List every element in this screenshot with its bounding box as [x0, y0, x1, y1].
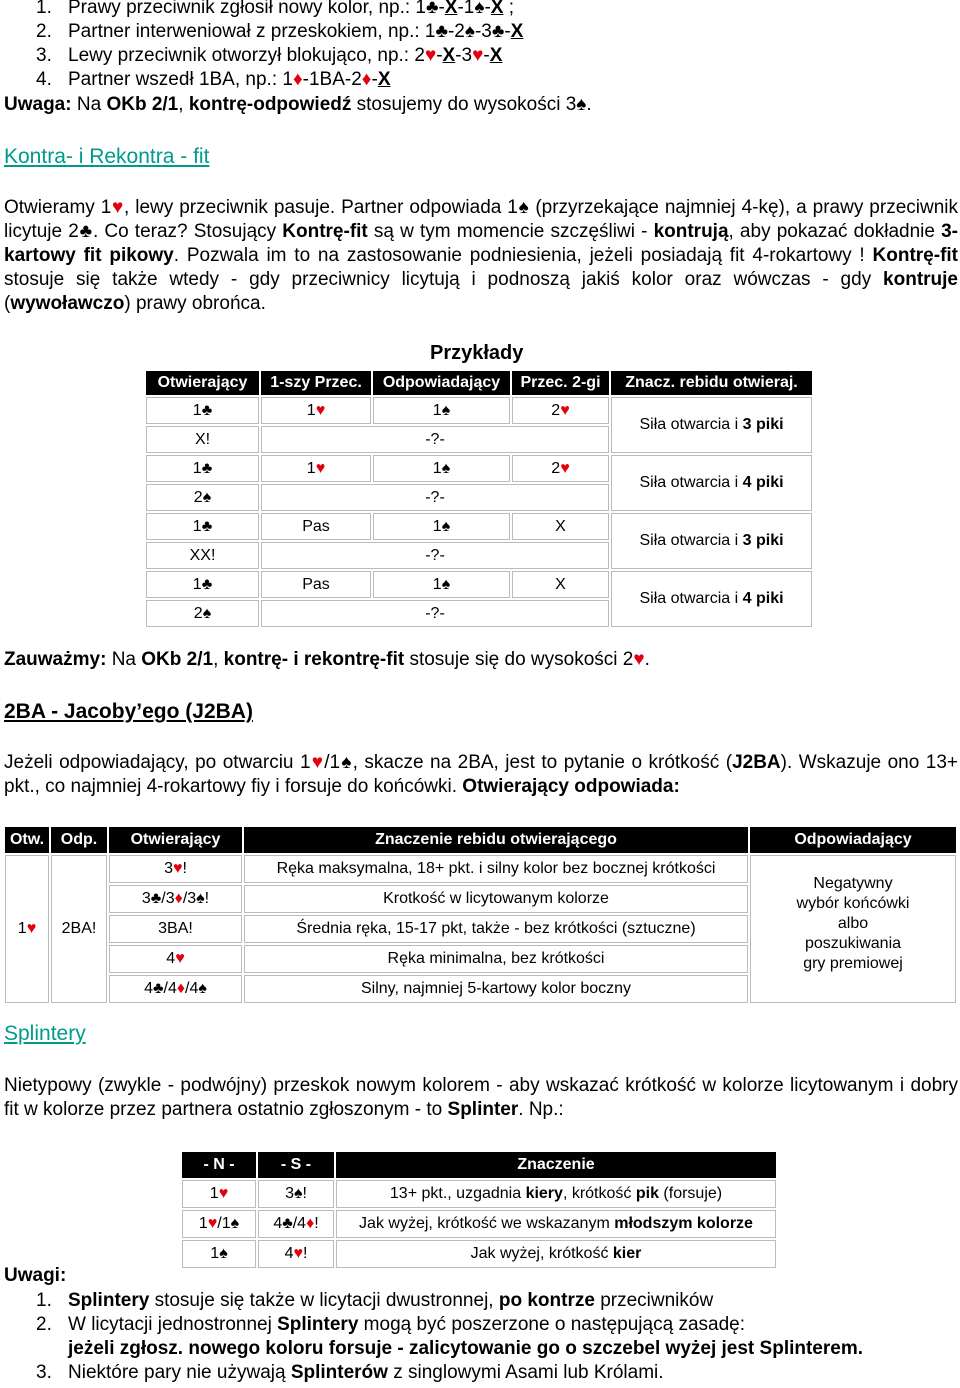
- table-cell: 3♥!: [109, 855, 242, 883]
- table-cell: 1♠: [373, 455, 510, 482]
- list-item: jeżeli zgłosz. nowego koloru forsuje - zalicytowanie go o szczebel wyżej jest Splinterem.: [68, 1338, 864, 1359]
- table-cell: Silny, najmniej 5-kartowy kolor boczny: [244, 975, 748, 1003]
- table-cell: 1♠: [182, 1240, 256, 1268]
- col-header: Odp.: [51, 827, 107, 853]
- table-cell: 2♠: [146, 484, 259, 511]
- table-row: [182, 1210, 776, 1238]
- table-cell: 4♣/4♦!: [258, 1210, 334, 1238]
- uwagi-title: Uwagi:: [4, 1265, 67, 1286]
- responder-cell: Negatywny wybór końcówki albo poszukiwania gry premiowej: [750, 855, 956, 1003]
- table-cell: 4♥: [109, 945, 242, 973]
- list-item: 2. Partner interweniował z przeskokiem, np.: 1♣-2♠-3♣-X: [36, 21, 524, 42]
- table-cell: 1♣: [146, 397, 259, 424]
- table-cell: 4♥!: [258, 1240, 334, 1268]
- col-header: Otwierający: [146, 371, 259, 395]
- list-item: 3. Lewy przeciwnik otworzył blokująco, np.: 2♥-X-3♥-X: [36, 45, 503, 66]
- table-cell: 13+ pkt., uzgadnia kiery, krótkość pik (forsuje): [336, 1180, 776, 1208]
- table-row: [146, 513, 812, 540]
- section-paragraph-jacoby: Jeżeli odpowiadający, po otwarciu 1♥/1♠, skacze na 2BA, jest to pytanie o krótkość (J2BA). Wskazuje ono 13+ pkt., co najmniej 4-rokartowy fiy i forsuje do końcówki. Otwierający odpowiada:: [4, 752, 959, 797]
- table-cell: 1♣: [146, 571, 259, 598]
- section-title-jacoby: 2BA - Jacoby’ego (J2BA): [4, 700, 253, 723]
- table-row: [146, 571, 812, 598]
- uwagi-list: [36, 1289, 958, 1385]
- meaning-cell: Siła otwarcia i 4 piki: [611, 571, 812, 627]
- examples-title: Przykłady: [430, 342, 524, 364]
- table-cell: 1♥: [261, 455, 371, 482]
- table-cell: -?-: [261, 484, 609, 511]
- list-item: 3. Niektóre pary nie używają Splinterów z singlowymi Asami lub Królami.: [36, 1362, 664, 1383]
- section-paragraph-splintery: Nietypowy (zwykle - podwójny) przeskok nowym kolorem - aby wskazać krótkość w kolorze licytowanym i dobry fit w kolorze przez partnera ostatnio zgłoszonym - to Splinter. Np.:: [4, 1075, 958, 1120]
- table-cell: 3♠!: [258, 1180, 334, 1208]
- table-row: [146, 455, 812, 482]
- table-cell: Jak wyżej, krótkość kier: [336, 1240, 776, 1268]
- table-row: [182, 1240, 776, 1268]
- table-cell: 2♥: [512, 397, 609, 424]
- list-item: 1. Prawy przeciwnik zgłosił nowy kolor, np.: 1♣-X-1♠-X ;: [36, 0, 515, 18]
- section-title-splintery: Splintery: [4, 1022, 86, 1045]
- table-cell: Średnia ręka, 15-17 pkt, także - bez krótkości (sztuczne): [244, 915, 748, 943]
- table-cell: Pas: [261, 513, 371, 540]
- col-header: Otw.: [5, 827, 49, 853]
- table-cell: 1♠: [373, 571, 510, 598]
- table-cell: Krotkość w licytowanym kolorze: [244, 885, 748, 913]
- table-row: [146, 397, 812, 424]
- table-cell: 3BA!: [109, 915, 242, 943]
- col-header: Znacz. rebidu otwieraj.: [611, 371, 812, 395]
- meaning-cell: Siła otwarcia i 3 piki: [611, 397, 812, 453]
- table-cell: -?-: [261, 426, 609, 453]
- table-cell: 1♥/1♠: [182, 1210, 256, 1238]
- examples-table: [144, 369, 814, 629]
- jacoby-table: [3, 825, 958, 1005]
- col-header: - N -: [182, 1152, 256, 1178]
- table-cell: 2BA!: [51, 855, 107, 1003]
- col-header: Znaczenie: [336, 1152, 776, 1178]
- table-cell: X: [512, 571, 609, 598]
- table-cell: XX!: [146, 542, 259, 569]
- table-cell: 1♠: [373, 513, 510, 540]
- table-cell: Ręka maksymalna, 18+ pkt. i silny kolor bez bocznej krótkości: [244, 855, 748, 883]
- table-cell: 1♥: [5, 855, 49, 1003]
- table-cell: 4♣/4♦/4♠: [109, 975, 242, 1003]
- table-cell: Ręka minimalna, bez krótkości: [244, 945, 748, 973]
- table-cell: Jak wyżej, krótkość we wskazanym młodszym kolorze: [336, 1210, 776, 1238]
- col-header: Przec. 2-gi: [512, 371, 609, 395]
- table-cell: -?-: [261, 600, 609, 627]
- col-header: Otwierający: [109, 827, 242, 853]
- col-header: Odpowiadający: [373, 371, 510, 395]
- meaning-cell: Siła otwarcia i 4 piki: [611, 455, 812, 511]
- list-item: 1. Splintery stosuje się także w licytacji dwustronnej, po kontrze przeciwników: [36, 1290, 714, 1311]
- zauwazmy-line: Zauważmy: Na OKb 2/1, kontrę- i rekontrę-fit stosuje się do wysokości 2♥.: [4, 649, 650, 670]
- table-cell: X!: [146, 426, 259, 453]
- section-paragraph-kontra: Otwieramy 1♥, lewy przeciwnik pasuje. Partner odpowiada 1♠ (przyrzekające najmniej 4-kę), a prawy przeciwnik licytuje 2♣. Co teraz? Stosujący Kontrę-fit są w tym momencie szczęśliwi - kontrują, aby pokazać dokładnie 3-kartowy fit pikowy. Pozwala im to na zastosowanie podniesienia, jeżeli posiadają fit 4-rokartowy ! Kontrę-fit stosuje się także wtedy - gdy przeciwnicy licytują i podnoszą jakiś kolor oraz wówczas - gdy kontruje (wywoławczo) prawy obrońca.: [4, 197, 958, 314]
- table-row: [5, 855, 956, 883]
- table-cell: X: [512, 513, 609, 540]
- table-cell: 1♣: [146, 455, 259, 482]
- table-cell: 1♥: [261, 397, 371, 424]
- table-row: [182, 1180, 776, 1208]
- table-cell: 1♣: [146, 513, 259, 540]
- splinter-table: [180, 1150, 778, 1270]
- table-cell: 2♥: [512, 455, 609, 482]
- table-cell: 2♠: [146, 600, 259, 627]
- table-cell: -?-: [261, 542, 609, 569]
- col-header: 1-szy Przec.: [261, 371, 371, 395]
- top-list: [36, 0, 956, 92]
- section-title-kontra: Kontra- i Rekontra - fit: [4, 145, 210, 168]
- list-item: 4. Partner wszedł 1BA, np.: 1♦-1BA-2♦-X: [36, 69, 391, 90]
- list-item: 2. W licytacji jednostronnej Splintery mogą być poszerzone o następującą zasadę:: [36, 1314, 745, 1335]
- col-header: Odpowiadający: [750, 827, 956, 853]
- table-cell: Pas: [261, 571, 371, 598]
- table-cell: 3♣/3♦/3♠!: [109, 885, 242, 913]
- col-header: - S -: [258, 1152, 334, 1178]
- meaning-cell: Siła otwarcia i 3 piki: [611, 513, 812, 569]
- col-header: Znaczenie rebidu otwierającego: [244, 827, 748, 853]
- uwaga-line: Uwaga: Na OKb 2/1, kontrę-odpowiedź stosujemy do wysokości 3♠.: [4, 94, 592, 115]
- table-cell: 1♠: [373, 397, 510, 424]
- table-cell: 1♥: [182, 1180, 256, 1208]
